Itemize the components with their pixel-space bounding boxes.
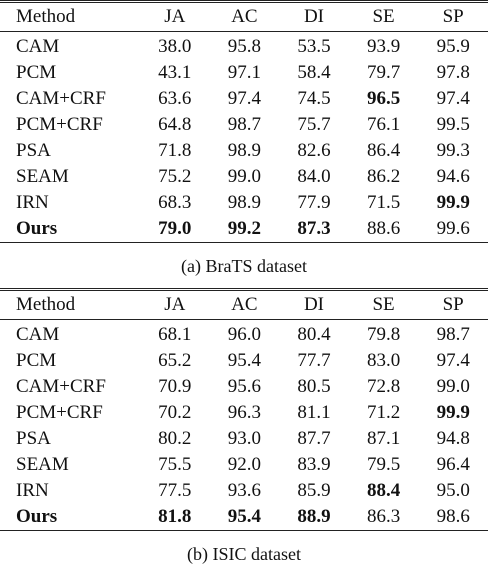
column-header-ac: AC (231, 294, 258, 315)
se-value-cell: 83.0 (366, 350, 401, 371)
sp-value-cell: 95.9 (436, 36, 470, 57)
method-cell: CAM (16, 324, 60, 345)
se-value-cell: 79.5 (366, 454, 401, 475)
sp-value-cell: 99.3 (436, 140, 470, 161)
ac-value-cell: 98.7 (227, 114, 262, 135)
ja-value-cell: 79.0 (158, 218, 192, 239)
method-cell: SEAM (16, 166, 69, 187)
table-row (0, 426, 488, 452)
ac-value-cell: 99.2 (227, 218, 262, 239)
header-row (0, 290, 488, 320)
di-value-cell: 87.7 (297, 428, 331, 449)
table-row (0, 374, 488, 400)
se-value-cell: 71.5 (366, 192, 401, 213)
sp-value-cell: 98.6 (436, 506, 470, 527)
sp-value-cell: 99.6 (436, 218, 470, 239)
se-value-cell: 88.4 (366, 480, 401, 501)
ac-value-cell: 99.0 (227, 166, 262, 187)
di-value-cell: 80.4 (297, 324, 331, 345)
se-value-cell: 96.5 (366, 88, 401, 109)
ja-value-cell: 71.8 (158, 140, 192, 161)
se-value-cell: 71.2 (366, 402, 401, 423)
di-value-cell: 81.1 (297, 402, 331, 423)
sp-value-cell: 94.8 (436, 428, 470, 449)
sp-value-cell: 99.9 (436, 402, 470, 423)
di-value-cell: 75.7 (297, 114, 331, 135)
method-cell: PCM+CRF (16, 114, 103, 135)
method-cell: IRN (16, 480, 49, 501)
ja-value-cell: 65.2 (158, 350, 192, 371)
column-header-se: SE (372, 6, 395, 27)
method-cell: PCM+CRF (16, 402, 103, 423)
table-block-isic (0, 288, 488, 569)
ja-value-cell: 75.5 (158, 454, 192, 475)
di-value-cell: 85.9 (297, 480, 331, 501)
table-row (0, 452, 488, 478)
method-cell: Ours (16, 218, 58, 239)
ja-value-cell: 75.2 (158, 166, 192, 187)
method-cell: CAM (16, 36, 60, 57)
table-row (0, 190, 488, 216)
ac-value-cell: 97.4 (227, 88, 262, 109)
method-cell: CAM+CRF (16, 376, 106, 397)
table-row (0, 478, 488, 504)
di-value-cell: 83.9 (297, 454, 331, 475)
ja-value-cell: 64.8 (158, 114, 192, 135)
ac-value-cell: 93.0 (227, 428, 262, 449)
column-header-method: Method (16, 294, 76, 315)
di-value-cell: 53.5 (297, 36, 331, 57)
ac-value-cell: 95.8 (227, 36, 262, 57)
ja-value-cell: 70.2 (158, 402, 192, 423)
se-value-cell: 86.3 (366, 506, 401, 527)
sp-value-cell: 97.4 (436, 88, 470, 109)
method-cell: PSA (16, 428, 51, 449)
method-cell: Ours (16, 506, 58, 527)
table-row (0, 86, 488, 112)
sp-value-cell: 97.8 (436, 62, 470, 83)
column-header-ac: AC (231, 6, 258, 27)
se-value-cell: 79.7 (366, 62, 401, 83)
ac-value-cell: 92.0 (227, 454, 262, 475)
ja-value-cell: 80.2 (158, 428, 192, 449)
table-row (0, 112, 488, 138)
method-cell: PSA (16, 140, 51, 161)
ja-value-cell: 68.3 (158, 192, 192, 213)
table-caption-brats: (a) BraTS dataset (181, 256, 307, 276)
method-cell: PCM (16, 62, 57, 83)
sp-value-cell: 96.4 (436, 454, 470, 475)
ac-value-cell: 95.4 (227, 350, 262, 371)
header-row (0, 2, 488, 32)
sp-value-cell: 98.7 (436, 324, 470, 345)
di-value-cell: 82.6 (297, 140, 331, 161)
column-header-di: DI (303, 294, 325, 315)
di-value-cell: 87.3 (297, 218, 331, 239)
se-value-cell: 86.2 (366, 166, 401, 187)
sp-value-cell: 99.9 (436, 192, 470, 213)
table-row (0, 138, 488, 164)
table-row (0, 32, 488, 61)
di-value-cell: 77.9 (297, 192, 331, 213)
method-cell: CAM+CRF (16, 88, 106, 109)
ja-value-cell: 81.8 (158, 506, 192, 527)
sp-value-cell: 95.0 (436, 480, 470, 501)
sp-value-cell: 94.6 (436, 166, 470, 187)
table-row (0, 400, 488, 426)
table-caption-isic: (b) ISIC dataset (187, 544, 301, 564)
ja-value-cell: 77.5 (158, 480, 192, 501)
column-header-sp: SP (442, 6, 464, 27)
ja-value-cell: 68.1 (158, 324, 192, 345)
ac-value-cell: 95.6 (227, 376, 262, 397)
table-row (0, 216, 488, 243)
column-header-sp: SP (442, 294, 464, 315)
di-value-cell: 88.9 (297, 506, 331, 527)
table-row (0, 348, 488, 374)
method-cell: PCM (16, 350, 57, 371)
ac-value-cell: 97.1 (227, 62, 262, 83)
column-header-di: DI (303, 6, 325, 27)
ja-value-cell: 70.9 (158, 376, 192, 397)
se-value-cell: 86.4 (366, 140, 401, 161)
ac-value-cell: 96.0 (227, 324, 262, 345)
ja-value-cell: 63.6 (158, 88, 192, 109)
di-value-cell: 74.5 (297, 88, 331, 109)
di-value-cell: 58.4 (297, 62, 331, 83)
column-header-se: SE (372, 294, 395, 315)
method-cell: IRN (16, 192, 49, 213)
ac-value-cell: 95.4 (227, 506, 262, 527)
di-value-cell: 84.0 (297, 166, 331, 187)
se-value-cell: 93.9 (366, 36, 401, 57)
sp-value-cell: 99.0 (436, 376, 470, 397)
results-table-brats (0, 0, 488, 243)
ja-value-cell: 43.1 (158, 62, 192, 83)
se-value-cell: 72.8 (366, 376, 401, 397)
se-value-cell: 88.6 (366, 218, 401, 239)
ac-value-cell: 98.9 (227, 192, 262, 213)
ja-value-cell: 38.0 (158, 36, 192, 57)
se-value-cell: 76.1 (366, 114, 401, 135)
sp-value-cell: 99.5 (436, 114, 470, 135)
table-block-brats (0, 0, 488, 281)
di-value-cell: 80.5 (297, 376, 331, 397)
se-value-cell: 79.8 (366, 324, 401, 345)
column-header-ja: JA (164, 294, 186, 315)
se-value-cell: 87.1 (366, 428, 401, 449)
ac-value-cell: 93.6 (227, 480, 262, 501)
table-row (0, 504, 488, 531)
table-row (0, 320, 488, 349)
sp-value-cell: 97.4 (436, 350, 470, 371)
table-row (0, 164, 488, 190)
ac-value-cell: 96.3 (227, 402, 262, 423)
column-header-method: Method (16, 6, 76, 27)
di-value-cell: 77.7 (297, 350, 331, 371)
results-table-isic (0, 288, 488, 531)
method-cell: SEAM (16, 454, 69, 475)
column-header-ja: JA (164, 6, 186, 27)
table-row (0, 60, 488, 86)
ac-value-cell: 98.9 (227, 140, 262, 161)
